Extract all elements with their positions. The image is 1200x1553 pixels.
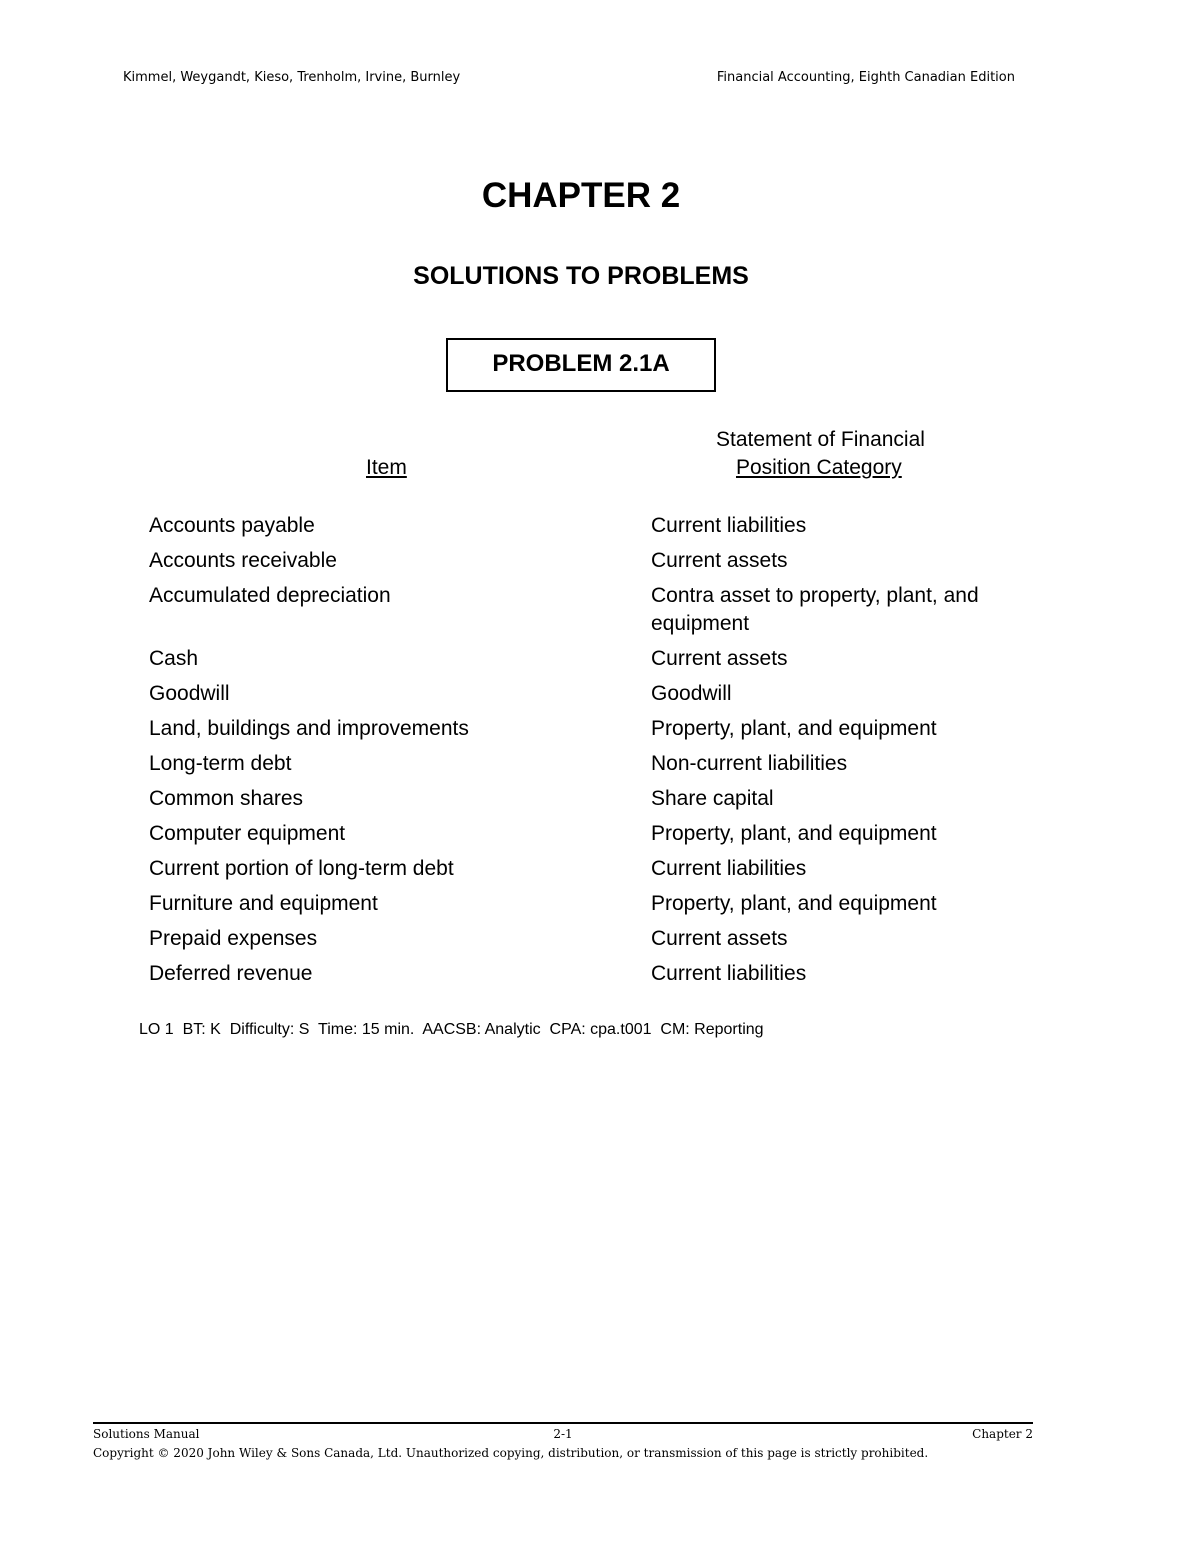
table-row <box>149 512 1049 540</box>
row-category: Goodwill <box>651 682 732 705</box>
row-category: Share capital <box>651 787 774 810</box>
row-item: Current portion of long-term debt <box>149 857 454 880</box>
row-category: Current liabilities <box>651 857 807 880</box>
copyright-notice: Copyright © 2020 John Wiley & Sons Canada, Ltd. Unauthorized copying, distribution, or transmission of this page is strictly prohibited. <box>93 1446 929 1460</box>
row-item: Common shares <box>149 787 304 810</box>
table-row <box>149 890 1049 918</box>
table-row <box>149 960 1049 988</box>
table-row <box>149 925 1049 953</box>
table-row <box>149 645 1049 673</box>
row-category: Current liabilities <box>651 962 807 985</box>
header-authors: Kimmel, Weygandt, Kieso, Trenholm, Irvine, Burnley <box>123 70 461 85</box>
footer-divider <box>93 1422 1033 1424</box>
table-row <box>149 820 1049 848</box>
row-category: Current assets <box>651 927 788 950</box>
row-category: Current assets <box>651 647 788 670</box>
table-row <box>149 785 1049 813</box>
header-book-title: Financial Accounting, Eighth Canadian Edition <box>716 70 1015 85</box>
learning-objective-meta: LO 1 BT: K Difficulty: S Time: 15 min. AACSB: Analytic CPA: cpa.t001 CM: Reporting <box>139 1021 764 1038</box>
column-header-category-line2: Position Category <box>736 456 902 479</box>
row-item: Furniture and equipment <box>149 892 378 915</box>
row-item: Goodwill <box>149 682 230 705</box>
table-row <box>149 547 1049 575</box>
problem-label-box: PROBLEM 2.1A <box>446 338 716 392</box>
row-item: Prepaid expenses <box>149 927 318 950</box>
row-item: Accumulated depreciation <box>149 584 391 607</box>
column-header-item: Item <box>366 456 407 479</box>
footer-manual-label: Solutions Manual <box>93 1427 200 1441</box>
page-header <box>0 70 1200 92</box>
classification-table <box>149 512 1049 995</box>
table-row <box>149 855 1049 883</box>
table-row <box>149 582 1049 638</box>
row-item: Long-term debt <box>149 752 292 775</box>
chapter-title: CHAPTER 2 <box>481 176 681 215</box>
section-title: SOLUTIONS TO PROBLEMS <box>413 262 749 290</box>
row-category: Property, plant, and equipment <box>651 892 937 915</box>
row-item: Accounts receivable <box>149 549 337 572</box>
row-item: Accounts payable <box>149 514 315 537</box>
row-category: Property, plant, and equipment <box>651 717 937 740</box>
row-category: Contra asset to property, plant, and equipment <box>651 584 979 635</box>
column-header-category-line1: Statement of Financial <box>716 428 925 451</box>
row-item: Deferred revenue <box>149 962 313 985</box>
row-item: Land, buildings and improvements <box>149 717 469 740</box>
row-category: Non-current liabilities <box>651 752 848 775</box>
row-item: Computer equipment <box>149 822 346 845</box>
page-footer <box>93 1427 1033 1445</box>
table-row <box>149 680 1049 708</box>
row-category: Current liabilities <box>651 514 807 537</box>
row-category: Property, plant, and equipment <box>651 822 937 845</box>
footer-chapter-label: Chapter 2 <box>972 1427 1033 1441</box>
table-row <box>149 715 1049 743</box>
table-row <box>149 750 1049 778</box>
row-item: Cash <box>149 647 199 670</box>
row-category: Current assets <box>651 549 788 572</box>
footer-page-number: 2-1 <box>553 1427 573 1441</box>
